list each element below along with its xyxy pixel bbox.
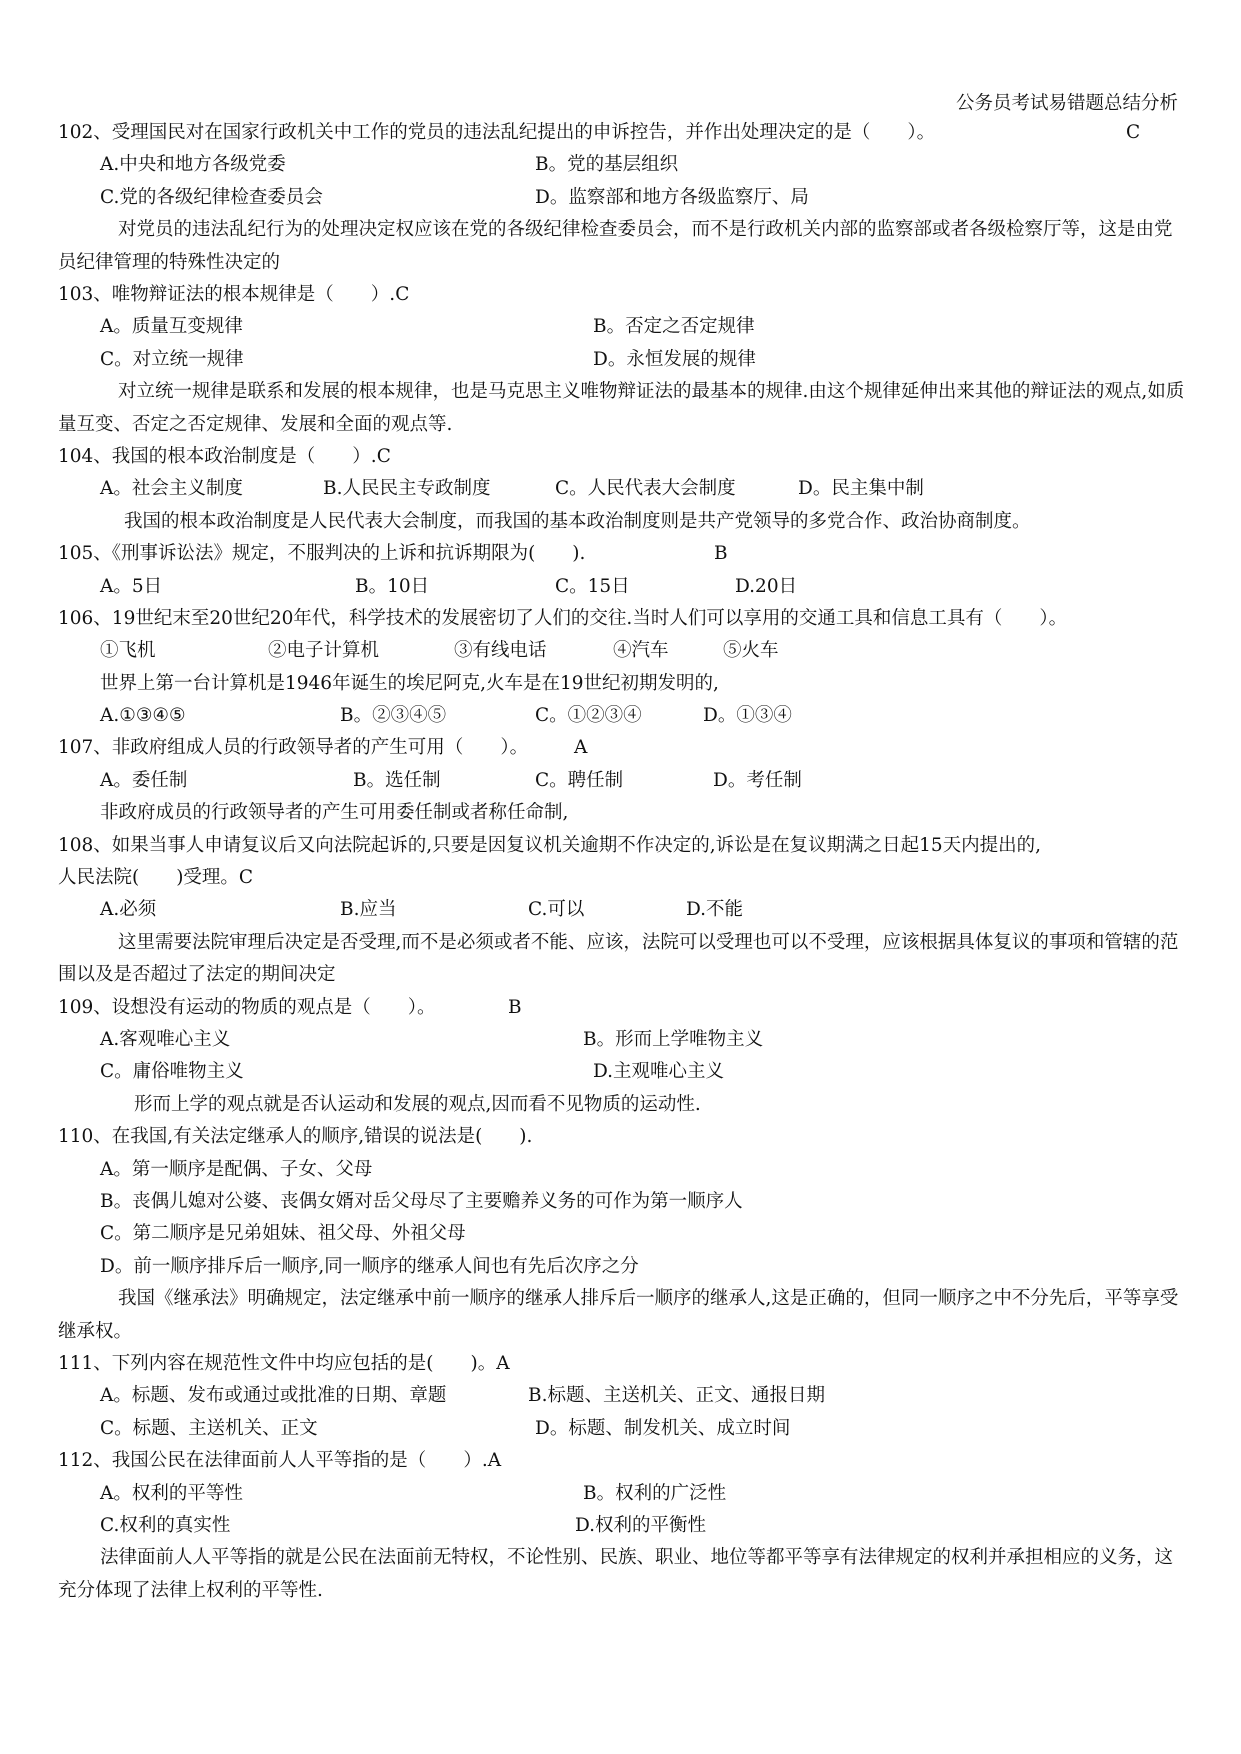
question-110-explanation: 我国《继承法》明确规定，法定继承中前一顺序的继承人排斥后一顺序的继承人,这是正确的，但同一顺序之中不分先后，平等享受继承权。 (58, 1288, 1179, 1342)
option-a: A。标题、发布或通过或批准的日期、章题 (100, 1385, 447, 1407)
option-b: B.标题、主送机关、正文、通报日期 (528, 1385, 825, 1407)
question-102-explanation: 对党员的违法乱纪行为的处理决定权应该在党的各级纪律检查委员会，而不是行政机关内部的监察部或者各级检察厅等，这是由党员纪律管理的特殊性决定的 (58, 219, 1173, 273)
option-c: C.可以 (528, 899, 585, 921)
option-a: A。委任制 (100, 769, 188, 791)
question-105-options-row (58, 571, 1188, 603)
option-c: C。标题、主送机关、正文 (100, 1417, 318, 1439)
option-c: C。庸俗唯物主义 (100, 1061, 244, 1083)
option-a: A.中央和地方各级党委 (100, 154, 286, 176)
question-108-explanation: 这里需要法院审理后决定是否受理,而不是必须或者不能、应该，法院可以受理也可以不受理，应该根据具体复议的事项和管辖的范围以及是否超过了法定的期间决定 (58, 931, 1179, 986)
question-106-note: 世界上第一台计算机是1946年诞生的埃尼阿克,火车是在19世纪初期发明的, (100, 672, 719, 694)
item-2: ②电子计算机 (268, 640, 380, 662)
option-b: B。②③④⑤ (340, 705, 447, 727)
question-109-options-row (58, 1056, 1188, 1088)
question-stem: 109、设想没有运动的物质的观点是（ ）。 (58, 996, 436, 1018)
option-d: D。民主集中制 (798, 478, 924, 500)
question-105-stem (58, 538, 1188, 570)
question-102-stem (58, 117, 1188, 149)
question-answer: A (574, 737, 588, 759)
question-104-options-row (58, 473, 1188, 505)
option-d: D.权利的平衡性 (575, 1514, 707, 1536)
question-106-options-row (58, 700, 1188, 732)
option-a: A.客观唯心主义 (100, 1029, 231, 1051)
option-d: D。标题、制发机关、成立时间 (535, 1417, 791, 1439)
option-d: D。①③④ (703, 705, 792, 727)
option-d: D。前一顺序排斥后一顺序,同一顺序的继承人间也有先后次序之分 (100, 1255, 639, 1277)
option-c: C。15日 (555, 575, 630, 597)
question-111-stem: 111、下列内容在规范性文件中均应包括的是( )。A (58, 1352, 510, 1374)
option-d: D.主观唯心主义 (593, 1061, 725, 1083)
option-b: B。形而上学唯物主义 (583, 1029, 764, 1051)
question-104-explanation: 我国的根本政治制度是人民代表大会制度，而我国的基本政治制度则是共产党领导的多党合作、政治协商制度。 (124, 510, 1031, 532)
option-a: A。权利的平等性 (100, 1482, 243, 1504)
option-a: A。社会主义制度 (100, 478, 243, 500)
question-109-options-row (58, 1024, 1188, 1056)
question-111-options-row (58, 1380, 1188, 1412)
question-stem: 102、受理国民对在国家行政机关中工作的党员的违法乱纪提出的申诉控告，并作出处理决定的是（ ）。 (58, 122, 936, 143)
option-d: D。监察部和地方各级监察厅、局 (535, 186, 809, 208)
option-d: D。考任制 (713, 769, 802, 791)
question-103-explanation: 对立统一规律是联系和发展的根本规律，也是马克思主义唯物辩证法的最基本的规律.由这个规律延伸出来其他的辩证法的观点,如质量互变、否定之否定规律、发展和全面的观点等. (58, 381, 1185, 435)
question-109-stem (58, 992, 1188, 1024)
option-b: B。丧偶儿媳对公婆、丧偶女婿对岳父母尽了主要赡养义务的可作为第一顺序人 (100, 1190, 743, 1212)
item-5: ⑤火车 (723, 640, 779, 662)
item-3: ③有线电话 (454, 640, 547, 662)
option-c: C.权利的真实性 (100, 1514, 231, 1536)
option-b: B.应当 (340, 899, 397, 921)
question-102-options-row (58, 182, 1188, 214)
option-b: B.人民民主专政制度 (323, 478, 491, 500)
option-a: A。质量互变规律 (100, 316, 243, 338)
question-103-options-row (58, 311, 1188, 343)
option-a: A.①③④⑤ (100, 705, 186, 727)
question-106-stem: 106、19世纪末至20世纪20年代，科学技术的发展密切了人们的交往.当时人们可以享用的交通工具和信息工具有（ ）。 (58, 607, 1068, 629)
page-header: 公务员考试易错题总结分析 (955, 93, 1178, 114)
question-106-items-row (58, 635, 1188, 667)
question-107-stem (58, 732, 1188, 764)
option-b: B。选任制 (353, 769, 441, 791)
option-c: C。第二顺序是兄弟姐妹、祖父母、外祖父母 (100, 1223, 466, 1245)
question-answer: C (1126, 122, 1141, 143)
question-107-explanation: 非政府成员的行政领导者的产生可用委任制或者称任命制, (100, 802, 569, 824)
item-1: ①飞机 (100, 640, 156, 662)
question-stem: 105、《刑事诉讼法》规定，不服判决的上诉和抗诉期限为( ). (58, 543, 586, 565)
question-112-explanation: 法律面前人人平等指的就是公民在法面前无特权，不论性别、民族、职业、地位等都平等享有法律规定的权利并承担相应的义务，这充分体现了法律上权利的平等性. (58, 1547, 1174, 1601)
question-112-options-row (58, 1478, 1188, 1510)
question-stem: 107、非政府组成人员的行政领导者的产生可用（ ）。 (58, 737, 529, 759)
option-b: B。10日 (355, 575, 430, 597)
option-c: C.党的各级纪律检查委员会 (100, 186, 323, 208)
question-list (58, 117, 1188, 1607)
question-112-options-row (58, 1510, 1188, 1542)
question-103-options-row (58, 344, 1188, 376)
question-104-stem: 104、我国的根本政治制度是（ ）.C (58, 445, 391, 467)
option-a: A.必须 (100, 899, 157, 921)
option-c: C。对立统一规律 (100, 348, 244, 370)
option-c: C。①②③④ (535, 705, 642, 727)
question-answer: B (714, 543, 728, 565)
option-d: D。永恒发展的规律 (593, 348, 756, 370)
question-111-options-row (58, 1413, 1188, 1445)
option-b: B。权利的广泛性 (583, 1482, 727, 1504)
question-103-stem: 103、唯物辩证法的根本规律是（ ）.C (58, 283, 410, 305)
option-a: A。第一顺序是配偶、子女、父母 (100, 1158, 373, 1180)
option-b: B。否定之否定规律 (593, 316, 755, 338)
option-c: C。人民代表大会制度 (555, 478, 736, 500)
option-c: C。聘任制 (535, 769, 624, 791)
question-102-options-row (58, 149, 1188, 181)
question-112-stem: 112、我国公民在法律面前人人平等指的是（ ）.A (58, 1450, 502, 1472)
question-107-options-row (58, 765, 1188, 797)
option-d: D.不能 (686, 899, 744, 921)
question-108-stem: 108、如果当事人申请复议后又向法院起诉的,只要是因复议机关逾期不作决定的,诉讼是在复议期满之日起15天内提出的, (58, 834, 1041, 856)
question-108-options-row (58, 894, 1188, 926)
option-b: B。党的基层组织 (535, 154, 679, 176)
question-108-stem-continued: 人民法院( )受理。C (58, 867, 254, 889)
item-4: ④汽车 (613, 640, 669, 662)
question-answer: B (508, 996, 522, 1018)
option-a: A。5日 (100, 575, 163, 597)
question-110-stem: 110、在我国,有关法定继承人的顺序,错误的说法是( ). (58, 1126, 533, 1148)
question-109-explanation: 形而上学的观点就是否认运动和发展的观点,因而看不见物质的运动性. (134, 1093, 701, 1115)
option-d: D.20日 (735, 575, 798, 597)
